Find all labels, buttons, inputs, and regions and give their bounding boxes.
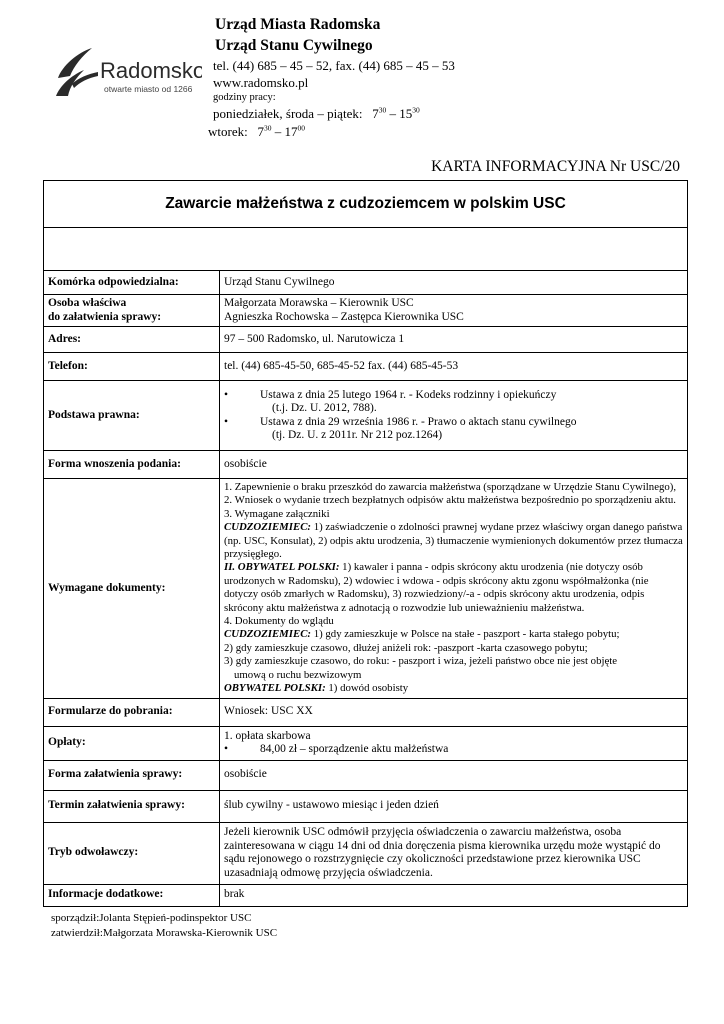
label-oplaty: Opłaty:	[44, 726, 220, 760]
label-osoba: Osoba właściwa do załatwienia sprawy:	[44, 295, 220, 327]
svg-text:otwarte miasto od 1266: otwarte miasto od 1266	[104, 84, 193, 94]
label-adres: Adres:	[44, 327, 220, 353]
value-info: brak	[220, 884, 688, 906]
contact-phone: tel. (44) 685 – 45 – 52, fax. (44) 685 – 45 – 53	[213, 58, 455, 73]
list-item: • 84,00 zł – sporządzenie aktu małżeństwa	[224, 743, 449, 755]
value-komorka: Urząd Stanu Cywilnego	[220, 271, 688, 295]
row-tryb	[44, 822, 688, 884]
label-forma-zalatwienia: Forma załatwienia sprawy:	[44, 760, 220, 790]
value-tryb: Jeżeli kierownik USC odmówił przyjęcia oświadczenia o zawarciu małżeństwa, osoba zainteresowana w ciągu 14 dni od dnia doręczenia pisma kierownika urzędu może wystąpić do sądu rejonowego o rozstrzygnięcie czy okoliczności przedstawione przez kierownika USC uzasadniają odmowę przyjęcia oświadczenia.	[220, 822, 688, 884]
info-table	[43, 180, 688, 907]
title-row	[44, 181, 688, 228]
label-tryb: Tryb odwoławczy:	[44, 822, 220, 884]
row-podstawa	[44, 381, 688, 451]
label-telefon: Telefon:	[44, 353, 220, 381]
hours-label: godziny pracy:	[213, 92, 276, 103]
hours-line-1: poniedziałek, środa – piątek: $7^{30} - 15^{30}$	[213, 105, 420, 121]
value-oplaty: 1. opłata skarbowa • 84,00 zł – sporządzenie aktu małżeństwa	[220, 726, 688, 760]
value-forma-zalatwienia: osobiście	[220, 760, 688, 790]
label-dokumenty: Wymagane dokumenty:	[44, 479, 220, 699]
row-dokumenty	[44, 479, 688, 699]
value-adres: 97 – 500 Radomsko, ul. Narutowicza 1	[220, 327, 688, 353]
approved-by: zatwierdził:Małgorzata Morawska-Kierownik USC	[51, 927, 278, 939]
row-telefon	[44, 353, 688, 381]
row-osoba	[44, 295, 688, 327]
value-formularze: Wniosek: USC XX	[220, 698, 688, 726]
row-forma	[44, 451, 688, 479]
label-termin: Termin załatwienia sprawy:	[44, 790, 220, 822]
row-komorka	[44, 271, 688, 295]
row-forma-zalatwienia	[44, 760, 688, 790]
svg-text:Radomsko: Radomsko	[100, 58, 202, 83]
row-info	[44, 884, 688, 906]
card-number: KARTA INFORMACYJNA Nr USC/20	[431, 158, 680, 175]
prepared-by: sporządził:Jolanta Stępień-podinspektor USC	[51, 912, 252, 924]
row-oplaty	[44, 726, 688, 760]
label-info: Informacje dodatkowe:	[44, 884, 220, 906]
row-adres	[44, 327, 688, 353]
list-item: • Ustawa z dnia 29 września 1986 r. - Prawo o aktach stanu cywilnego	[224, 415, 577, 428]
label-podstawa: Podstawa prawna:	[44, 381, 220, 451]
label-komorka: Komórka odpowiedzialna:	[44, 271, 220, 295]
radomsko-logo	[52, 40, 202, 104]
website-link[interactable]: www.radomsko.pl	[213, 75, 309, 90]
hours-line-2: wtorek: $7^{30} - 17^{00}$	[208, 123, 305, 139]
value-dokumenty: 1. Zapewnienie o braku przeszkód do zawarcia małżeństwa (sporządzane w Urzędzie Stanu Cywilnego), 2. Wniosek o wydanie trzech bezpłatnych odpisów aktu małżeństwa bezpośrednio po sporządzeniu aktu. 3. Wymagane załączniki CUDZOZIEMIEC: 1) zaświadczenie o zdolności prawnej wydane przez właściwy organ danego państwa (np. USC, Konsulat), 2) odpis aktu urodzenia, 3) tłumaczenie wymienionych dokumentów przez tłumacza przysięgłego. II. OBYWATEL POLSKI: 1) kawaler i panna - odpis skrócony aktu urodzenia (nie dotyczy osób urodzonych w Radomsku), 2) wdowiec i wdowa - odpis skrócony aktu zgonu współmałżonka (nie dotyczy osób zmarłych w Radomsku), 3) rozwiedziony/-a - odpis skrócony aktu urodzenia, odpis skrócony aktu małżeństwa z adnotacją o rozwodzie lub unieważnieniu małżeństwa. 4. Dokumenty do wglądu CUDZOZIEMIEC: 1) gdy zamieszkuje w Polsce na stałe - paszport - karta stałego pobytu; 2) gdy zamieszkuje czasowo, dłużej aniżeli rok: -paszport -karta czasowego pobytu; 3) gdy zamieszkuje czasowo, do roku: - paszport i wiza, jeżeli państwo obce nie jest objęte umową o ruchu bezwizowym OBYWATEL POLSKI: 1) dowód osobisty	[220, 479, 688, 699]
label-forma: Forma wnoszenia podania:	[44, 451, 220, 479]
value-termin: ślub cywilny - ustawowo miesiąc i jeden dzień	[220, 790, 688, 822]
value-forma: osobiście	[220, 451, 688, 479]
registry-office-name: Urząd Stanu Cywilnego	[215, 37, 373, 54]
value-podstawa: • Ustawa z dnia 25 lutego 1964 r. - Kodeks rodzinny i opiekuńczy (t.j. Dz. U. 2012, 788). • Ustawa z dnia 29 września 1986 r. - Prawo o aktach stanu cywilnego (tj. Dz. U. z 2011r. Nr 212 poz.1264)	[220, 381, 688, 451]
value-osoba: Małgorzata Morawska – Kierownik USC Agnieszka Rochowska – Zastępca Kierownika USC	[220, 295, 688, 327]
label-formularze: Formularze do pobrania:	[44, 698, 220, 726]
row-formularze	[44, 698, 688, 726]
spacer-row	[44, 228, 688, 271]
row-termin	[44, 790, 688, 822]
list-item: • Ustawa z dnia 25 lutego 1964 r. - Kodeks rodzinny i opiekuńczy	[224, 388, 557, 401]
document-title: Zawarcie małżeństwa z cudzoziemcem w polskim USC	[44, 181, 688, 228]
office-name: Urząd Miasta Radomska	[215, 16, 381, 33]
value-telefon: tel. (44) 685-45-50, 685-45-52 fax. (44) 685-45-53	[220, 353, 688, 381]
radomsko-logo-mark	[52, 40, 202, 104]
